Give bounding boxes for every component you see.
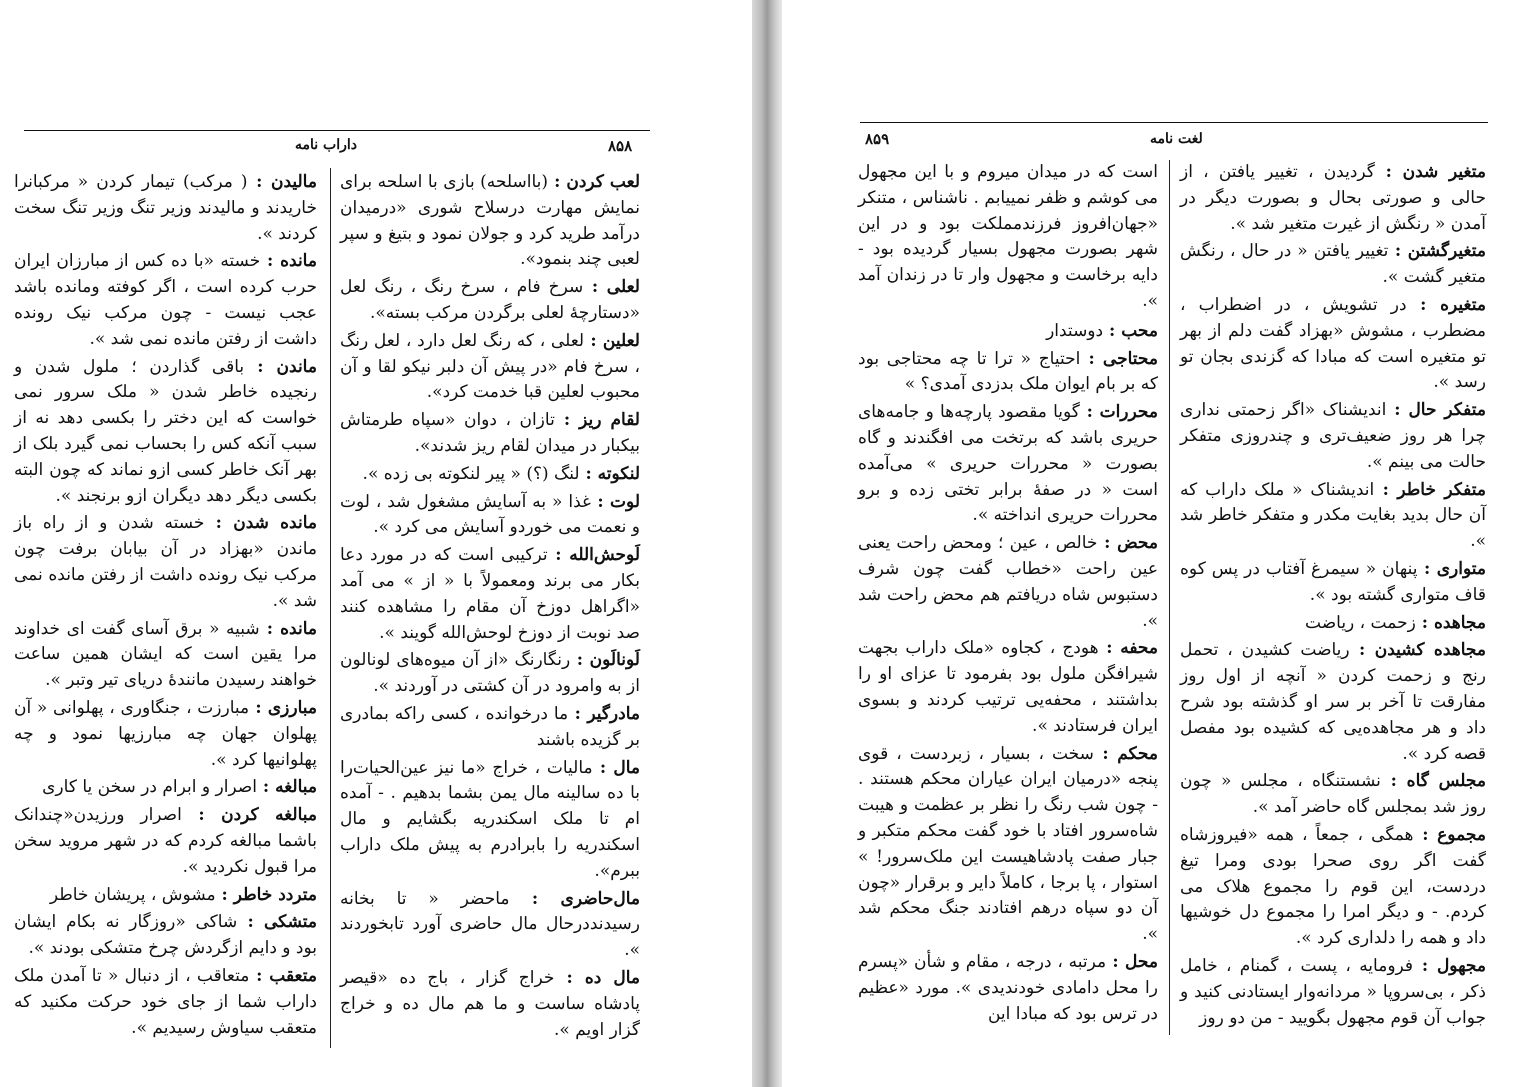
entry-headword: مال‌حاضری :	[510, 889, 640, 909]
dictionary-entry	[858, 950, 1158, 1027]
dictionary-entry	[14, 910, 317, 962]
entry-headword: متغیره :	[1407, 295, 1486, 315]
entry-headword: لعلی :	[583, 277, 640, 297]
entry-definition: است که در میدان میروم و با این مجهول می کوشم و ظفر نمییابم . ناشناس ، متنکر «جهان‌افروز فرزندمملکت بود و در این شهر بصورت مجهول بسیار گردیده بود - دایه برخاست و مجهول وار تا در زندان آمد ».	[858, 162, 1158, 311]
dictionary-entry	[858, 319, 1158, 345]
dictionary-entry	[1180, 239, 1486, 291]
entry-definition: ریاضت کشیدن ، تحمل رنج و زحمت کردن « آنچه از اول روز مفارقت تا آخر بر سر او گذشته بود شرح داد و هر مجاهده‌یی که کشیده بود مفصل قصه کرد ».	[1180, 640, 1486, 764]
right-page-number: ۸۵۹	[865, 130, 890, 148]
entry-definition: شاکی «روزگار نه بکام ایشان بود و دایم ازگردش چرخ متشکی بودند ».	[14, 912, 317, 959]
dictionary-entry	[858, 160, 1158, 315]
entry-definition: شبیه « برق آسای گفت ای خداوند مرا یقین است که ایشان همین ساعت خواهند رسیدن مانندهٔ دریای تیر وتبر ».	[14, 618, 317, 691]
entry-headword: مبالغه کردن :	[182, 805, 317, 825]
dictionary-entry	[14, 249, 317, 352]
dictionary-entry	[1180, 160, 1486, 237]
dictionary-entry	[340, 462, 640, 488]
dictionary-entry	[858, 636, 1158, 739]
dictionary-entry	[14, 775, 317, 801]
entry-definition: فرومایه ، پست ، گمنام ، خامل ذکر ، بی‌سروپا « مردانه‌وار ایستادنی کنید و جواب آن قوم مجهول بگویید - من دو روز	[1180, 955, 1486, 1028]
entry-definition: لعلی ، که رنگ لعل دارد ، لعل رنگ ، سرخ فام «در پیش آن دلبر نیکو لقا و آن محبوب لعلین قبا خدمت کرد».	[340, 330, 640, 403]
entry-headword: محررات :	[1080, 402, 1158, 422]
dictionary-entry	[340, 648, 640, 700]
entry-definition: مبارزت ، جنگاوری ، پهلوانی « آن پهلوان جهان چه مبارزیها نمود و چه پهلوانیها کرد ».	[14, 697, 317, 770]
entry-definition: ترکیبی است که در مورد دعا بکار می برند ومعمولاً با « از » می آمد «اگراهل دوزخ آن مقام را مشاهده کنند صد نوبت از دوزخ لوحش‌الله گویند ».	[340, 545, 640, 643]
entry-definition: همگی ، جمعاً ، همه «فیروزشاه گفت اگر روی صحرا بودی ومرا تیغ دردست، این قوم را مجموع هلاک می کردم. - و دیگر امرا را مجموع دل خوشیها داد و همه را دلداری کرد ».	[1180, 824, 1486, 949]
dictionary-entry	[340, 543, 640, 646]
right-header-rule	[860, 122, 1488, 123]
left-header-rule	[24, 130, 650, 131]
entry-definition: غذا « به آسایش مشغول شد ، لوت و نعمت می خوردو آسایش می کرد ».	[340, 491, 640, 538]
left-running-title: داراب نامه	[295, 137, 357, 153]
entry-definition: باقی گذاردن ؛ ملول شدن و رنجیده خاطر شدن « ملک سرور نمی خواست که این دختر را بکسی دهد نه از سبب آنکه کس را بحساب نمی گیرد بلک از بهر آنک خاطر کسی ازو نماند که چون البته بکسی دیگر دهد دیگران ازو برنجند ».	[14, 356, 317, 506]
entry-definition: احتیاج « ترا تا چه محتاجی بود که بر بام ایوان ملک بدزدی آمدی؟ »	[858, 348, 1158, 395]
dictionary-entry	[858, 400, 1158, 529]
entry-definition: خالص ، عین ؛ ومحض راحت یعنی عین راحت «خطاب گفت چون شرف دستبوس شاه دریافتم هم محض راحت شد ».	[858, 533, 1158, 631]
entry-definition: نشستنگاه ، مجلس « چون روز شد بمجلس گاه حاضر آمد ».	[1180, 771, 1486, 818]
entry-definition: مشوش ، پریشان خاطر	[49, 884, 216, 905]
dictionary-entry	[858, 531, 1158, 634]
dictionary-entry	[14, 511, 317, 614]
entry-definition: مالیات ، خراج «ما نیز عین‌الحیات‌را با ده سالینه مال یمن بشما بدهیم . - آمده ام تا ملک اسکندریه بگشایم و مال اسکندریه را بابرادرم به پیش ملک داراب ببرم».	[340, 757, 640, 881]
entry-headword: مانده شدن :	[204, 513, 317, 533]
entry-definition: ماحضر « تا بخانه رسیدنددرحال مال حاضری آورد تابخوردند ».	[340, 888, 640, 961]
dictionary-entry	[1180, 557, 1486, 609]
entry-definition: سخت ، بسیار ، زبردست ، قوی پنجه «درمیان ایران عیاران محکم هستند . - چون شب رنگ را نظر بر عظمت و هیبت شاه‌سرور افتاد با خود گفت محکم متکبر و جبار صفت پادشاهیست این ملک‌سرور! » استوار ، پا برجا ، کاملاً دایر و برقرار «چون آن دو سپاه درهم افتادند جنگ محکم شد ».	[858, 743, 1158, 945]
entry-headword: مجهول :	[1413, 956, 1486, 976]
entry-headword: مال :	[593, 758, 640, 778]
dictionary-entry	[14, 355, 317, 510]
dictionary-entry	[1180, 769, 1486, 821]
left-page-left-column	[14, 170, 317, 1043]
entry-headword: مبالغه :	[257, 777, 317, 797]
entry-headword: متردد خاطر :	[216, 885, 317, 905]
entry-headword: متفکر حال :	[1386, 400, 1486, 420]
right-running-title: لغت نامه	[1150, 131, 1203, 147]
entry-headword: متعقب :	[249, 966, 317, 986]
dictionary-entry	[1180, 478, 1486, 555]
dictionary-entry	[14, 964, 317, 1041]
entry-definition: خسته شدن و از راه باز ماندن «بهزاد در آن بیابان برفت چون مرکب نیک رونده داشت از رفتن مانده نمی شد ».	[14, 513, 317, 611]
entry-definition: خراج گزار ، باج ده «قیصر پادشاه ساست و ما هم مال ده و خراج گزار اویم ».	[340, 967, 640, 1040]
dictionary-entry	[340, 966, 640, 1043]
entry-headword: لَونالَون :	[570, 650, 640, 670]
left-page	[0, 0, 752, 1087]
entry-definition: اصرار و ابرام در سخن یا کاری	[42, 777, 257, 798]
entry-headword: مال ده :	[554, 968, 640, 988]
entry-headword: مانده :	[260, 619, 317, 639]
entry-definition: تازان ، دوان «سپاه طرمتاش بیکبار در میدان لقام ریز شدند».	[340, 410, 640, 456]
entry-definition: تغییر یافتن « در حال ، رنگش متغیر گشت ».	[1180, 241, 1486, 288]
entry-headword: مبارزی :	[249, 698, 317, 718]
entry-headword: محل :	[1106, 952, 1158, 972]
entry-headword: مجاهده کشیدن :	[1350, 640, 1486, 660]
entry-headword: مادرگیر :	[568, 704, 640, 724]
entry-definition: در تشویش ، در اضطراب ، مضطرب ، مشوش «بهزاد گفت دلم از بهر تو متغیره است که مبادا که گزندی بجان تو رسد ».	[1180, 294, 1486, 393]
entry-definition: رنگارنگ «از آن میوه‌های لونالون از به وامرود در آن کشتی در آوردند ».	[340, 650, 640, 697]
right-column-divider	[1169, 160, 1170, 1035]
entry-headword: لعلین :	[584, 331, 640, 351]
dictionary-entry	[340, 490, 640, 542]
left-page-number: ۸۵۸	[608, 137, 633, 155]
dictionary-entry	[1180, 954, 1486, 1031]
entry-definition: هودج ، کجاوه «ملک داراب بجهت شیرافگن ملول بود بفرمود تا عزای او را بداشتند ، محفه‌یی ترتیب کردند و بسوی ایران فرستادند ».	[858, 638, 1158, 736]
right-page-right-column	[1180, 160, 1486, 1033]
entry-definition: اندیشناک «اگر زحمتی نداری چرا هر روز ضعیف‌تری و چندروزی متفکر حالت می بینم ».	[1180, 400, 1486, 472]
dictionary-entry	[14, 696, 317, 773]
right-page-left-column	[858, 160, 1158, 1029]
dictionary-entry	[340, 702, 640, 754]
entry-definition: خسته «با ده کس از مبارزان ایران حرب کرده است ، اگر کوفته ومانده باشد عجب نیست - چون مرکب نیک رونده داشت از رفتن مانده نمی شد ».	[14, 251, 317, 349]
entry-headword: مجاهده :	[1416, 613, 1486, 633]
entry-definition: (بااسلحه) بازی با اسلحه برای نمایش مهارت درسلاح شوری «درمیدان درآمد طرید کرد و جولان نمود و بتیغ و سپر لعبی چند بنمود».	[340, 172, 640, 270]
entry-headword: متشکی :	[237, 912, 317, 932]
entry-headword: لنکوته :	[580, 464, 640, 484]
entry-headword: لوت :	[591, 492, 640, 512]
entry-headword: لَوحش‌الله :	[548, 545, 640, 565]
entry-definition: گردیدن ، تغییر یافتن ، از حالی و صورتی بحال و بصورت دیگر در آمدن « رنگش از غیرت متغیر شد ».	[1180, 162, 1486, 234]
entry-definition: زحمت ، ریاضت	[1305, 612, 1416, 633]
entry-definition: اندیشناک « ملک داراب که آن حال بدید بغایت مکدر و متفکر خاطر شد ».	[1180, 479, 1486, 552]
dictionary-entry	[14, 803, 317, 880]
entry-headword: مجلس گاه :	[1381, 771, 1486, 791]
entry-headword: لعب کردن :	[548, 172, 640, 192]
dictionary-entry	[1180, 293, 1486, 396]
entry-headword: محب :	[1103, 321, 1158, 341]
dictionary-entry	[14, 617, 317, 694]
entry-headword: محتاجی :	[1080, 349, 1158, 369]
entry-headword: محکم :	[1094, 744, 1158, 764]
dictionary-entry	[340, 275, 640, 327]
entry-headword: مانده :	[260, 251, 317, 271]
entry-definition: اصرار ورزیدن«چندانک باشما مبالغه کردم که در شهر مروید سخن مرا قبول نکردید ».	[14, 805, 317, 877]
entry-headword: متغیر شدن :	[1375, 162, 1486, 182]
entry-headword: متغیرگشتن :	[1388, 241, 1486, 261]
right-page	[782, 0, 1525, 1087]
left-page-right-column	[340, 170, 640, 1045]
entry-headword: مالیدن :	[248, 172, 317, 192]
dictionary-entry	[340, 408, 640, 460]
entry-definition: مرتبه ، درجه ، مقام و شأن «پسرم را محل دامادی خودندیدی ». مورد «عظیم در ترس بود که مبادا این	[858, 951, 1158, 1024]
dictionary-entry	[858, 742, 1158, 948]
entry-definition: گویا مقصود پارچه‌ها و جامه‌های حریری باشد که برتخت می افگندند و گاه بصورت « محررات حریری » می‌آمده است « در صفهٔ برابر تختی زده و برو محررات حریری انداخته ».	[858, 402, 1158, 526]
dictionary-entry	[1180, 638, 1486, 767]
dictionary-entry	[340, 170, 640, 273]
entry-headword: ماندن :	[244, 357, 317, 377]
dictionary-entry	[1180, 823, 1486, 952]
dictionary-entry	[14, 170, 317, 247]
dictionary-entry	[1180, 398, 1486, 475]
entry-definition: ما درخوانده ، کسی راکه بمادری بر گزیده باشند	[340, 703, 640, 750]
entry-headword: متفکر خاطر :	[1374, 480, 1486, 500]
entry-headword: لقام ریز :	[555, 410, 640, 430]
entry-definition: ( مرکب) تیمار کردن « مرکبانرا خاریدند و مالیدند وزیر تنگ وزیر تنگ سخت کردند ».	[14, 172, 317, 244]
dictionary-entry	[858, 347, 1158, 399]
dictionary-entry	[14, 883, 317, 909]
entry-definition: پنهان « سیمرغ آفتاب در پس کوه قاف متواری گشته بود ».	[1180, 558, 1486, 605]
entry-headword: مجموع :	[1414, 825, 1486, 845]
dictionary-entry	[1180, 611, 1486, 637]
entry-headword: متواری :	[1417, 559, 1486, 579]
dictionary-entry	[340, 329, 640, 406]
entry-headword: محض :	[1097, 533, 1158, 553]
entry-definition: دوستدار	[1046, 320, 1104, 341]
dictionary-entry	[340, 887, 640, 964]
entry-definition: متعاقب ، از دنبال « تا آمدن ملک داراب شما از جای خود حرکت مکنید که متعقب سیاوش رسیدیم ».	[14, 965, 317, 1038]
entry-definition: لنگ (؟) « پیر لنکوته بی زده ».	[362, 463, 580, 484]
left-column-divider	[330, 168, 331, 1048]
dictionary-entry	[340, 756, 640, 885]
entry-definition: سرخ فام ، سرخ رنگ ، رنگ لعل «دستارچهٔ لعلی برگردن مرکب بسته».	[340, 277, 640, 323]
book-gutter	[752, 0, 782, 1087]
entry-headword: محفه :	[1099, 638, 1158, 658]
